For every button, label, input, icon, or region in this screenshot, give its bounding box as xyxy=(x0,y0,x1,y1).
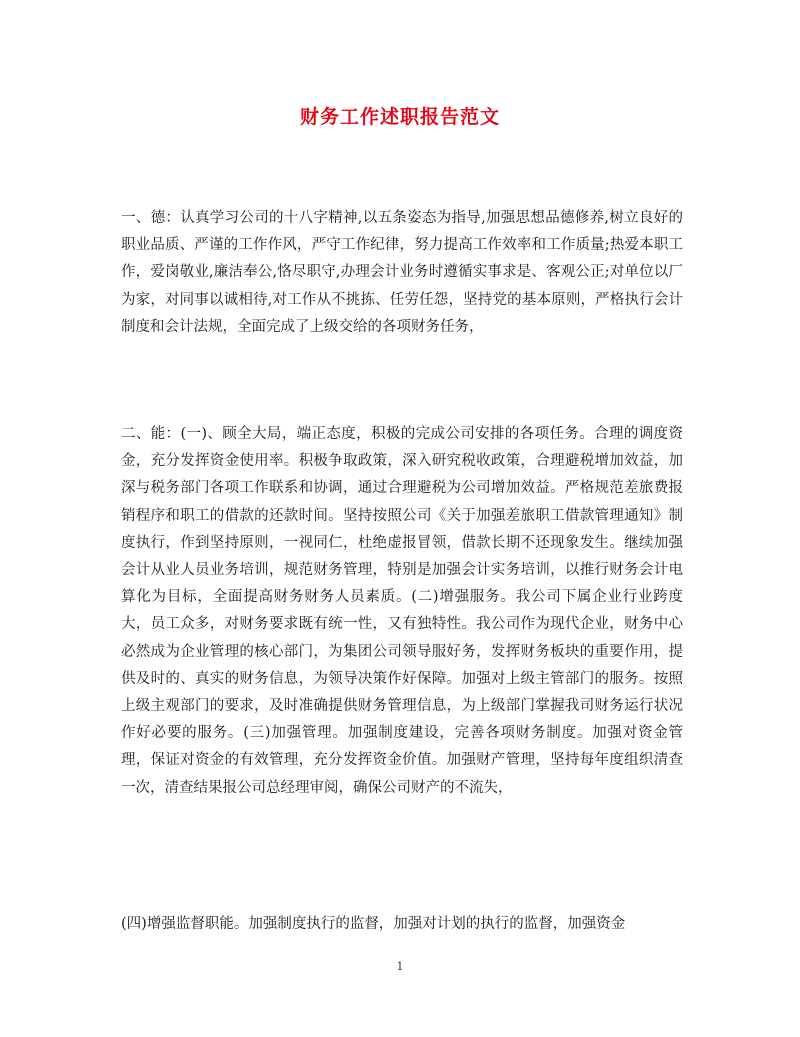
paragraph-virtue: 一、德：认真学习公司的十八字精神,以五条姿态为指导,加强思想品德修养,树立良好的职业品质、严谨的工作作风，严守工作纪律，努力提高工作效率和工作质量;热爱本职工作，爱岗敬业,廉洁奉公,恪尽职守,办理会计业务时遵循实事求是、客观公正;对单位以厂为家，对同事以诚相待,对工作从不挑拣、任劳任怨，坚持党的基本原则，严格执行会计制度和会计法规，全面完成了上级交给的各项财务任务， xyxy=(121,210,683,335)
paragraph-supervision: (四)增强监督职能。加强制度执行的监督，加强对计划的执行的监督，加强资金 xyxy=(121,916,626,932)
paragraph-ability: 二、能：(一)、顾全大局，端正态度，积极的完成公司安排的各项任务。合理的调度资金，充分发挥资金使用率。积极争取政策，深入研究税收政策，合理避税增加效益，加深与税务部门各项工作联系和协调，通过合理避税为公司增加效益。严格规范差旅费报销程序和职工的借款的还款时间。坚持按照公司《关于加强差旅职工借款管理通知》制度执行，作到坚持原则，一视同仁，杜绝虚报冒领，借款长期不还现象发生。继续加强会计从业人员业务培训，规范财务管理，特别是加强会计实务培训，以推行财务会计电算化为目标，全面提高财务财务人员素质。(二)增强服务。我公司下属企业行业跨度大，员工众多，对财务要求既有统一性，又有独特性。我公司作为现代企业，财务中心必然成为企业管理的核心部门，为集团公司领导服好务，发挥财务板块的重要作用，提供及时的、真实的财务信息，为领导决策作好保障。加强对上级主管部门的服务。按照上级主观部门的要求，及时准确提供财务管理信息，为上级部门掌握我司财务运行状况作好必要的服务。(三)加强管理。加强制度建设，完善各项财务制度。加强对资金管理，保证对资金的有效管理，充分发挥资金价值。加强财产管理，坚持每年度组织清查一次，清查结果报公司总经理审阅，确保公司财产的不流失， xyxy=(121,426,683,796)
page-number: 1 xyxy=(396,960,404,973)
document-title: 财务工作述职报告范文 xyxy=(299,106,500,128)
